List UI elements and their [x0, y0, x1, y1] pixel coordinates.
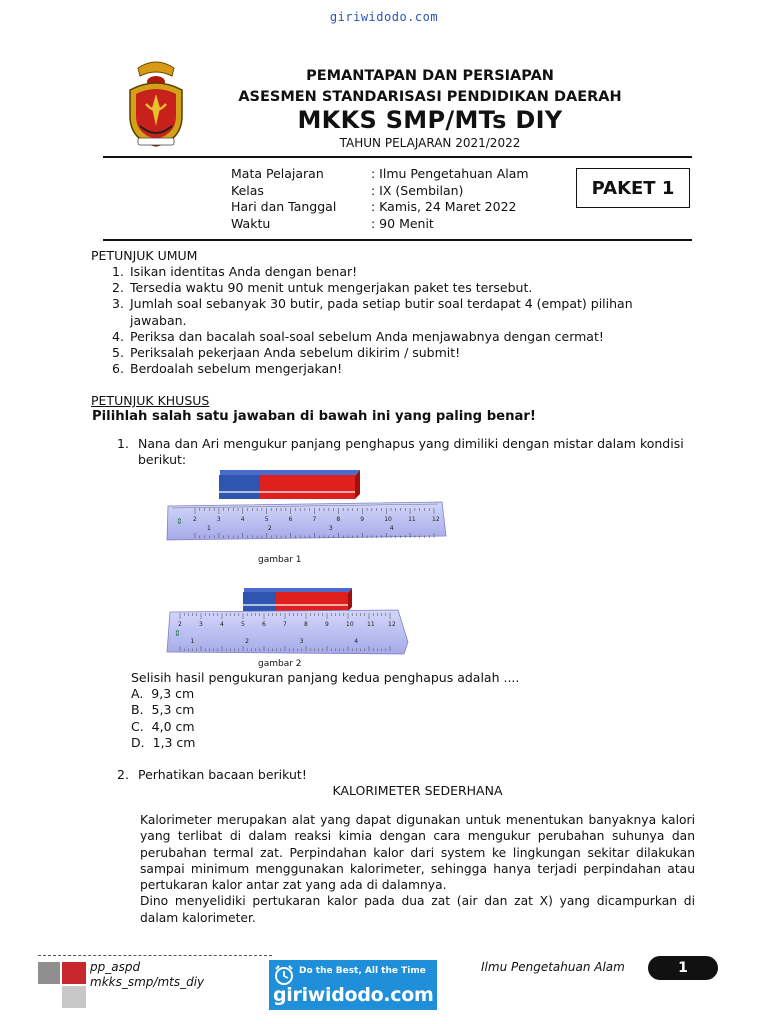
option-text: 4,0 cm [151, 718, 195, 734]
ruler-label-bottom: 3 [299, 638, 304, 645]
ruler-label-top: 5 [241, 621, 245, 628]
ruler-label-top: 3 [216, 516, 221, 523]
eraser-red-part [260, 475, 355, 499]
header-title: MKKS SMP/MTs DIY [297, 106, 563, 134]
identity-value: : Ilmu Pengetahuan Alam [371, 166, 529, 181]
option-letter: C. [131, 718, 144, 734]
ruler-label-top: 12 [432, 516, 440, 523]
general-instructions-list [112, 264, 652, 377]
identity-row [231, 183, 529, 200]
header-year: TAHUN PELAJARAN 2021/2022 [339, 136, 521, 150]
identity-label: Kelas [231, 182, 264, 198]
option-text: 9,3 cm [151, 686, 195, 701]
ruler-figure-2 [162, 580, 452, 672]
identity-row [231, 216, 529, 233]
svg-text:⇕: ⇕ [174, 629, 181, 638]
list-item [112, 361, 652, 377]
identity-row [231, 199, 529, 216]
ruler-label-bottom: 1 [206, 525, 211, 532]
ruler-label-bottom: 2 [267, 525, 272, 532]
item-number: 1. [112, 264, 124, 279]
option-text: 1,3 cm [152, 734, 196, 750]
special-instruction-text: Pilihlah salah satu jawaban di bawah ini yang paling benar! [92, 409, 536, 424]
ruler-label-bottom: 4 [354, 638, 359, 645]
ruler-body [167, 502, 446, 540]
header-line-2: ASESMEN STANDARISASI PENDIDIKAN DAERAH [238, 89, 622, 105]
site-link-top[interactable]: giriwidodo.com [329, 10, 439, 24]
footer-code-1: pp_aspd [90, 960, 141, 974]
option-text: 5,3 cm [151, 702, 195, 718]
question-1-options [131, 686, 195, 751]
header-divider-bottom [103, 239, 692, 241]
ruler-label-top: 4 [220, 621, 224, 628]
question-1-text: Nana dan Ari mengukur panjang penghapus yang dimiliki dengan mistar dalam kondisi berikut: [138, 436, 684, 467]
list-item [112, 345, 652, 361]
item-text: Berdoalah sebelum mengerjakan! [130, 361, 343, 377]
option-c[interactable] [131, 719, 195, 735]
item-text: Tersedia waktu 90 menit untuk mengerjakan paket tes tersebut. [130, 280, 533, 296]
identity-label: Waktu [231, 215, 271, 231]
figure-caption: gambar 1 [258, 555, 302, 565]
item-text: Isikan identitas Anda dengan benar! [130, 264, 358, 279]
ruler-label-top: 8 [304, 621, 308, 628]
question-1-prompt: Selisih hasil pengukuran panjang kedua penghapus adalah .... [131, 670, 520, 685]
item-text: Periksalah pekerjaan Anda sebelum dikirim / submit! [130, 345, 461, 361]
option-b[interactable] [131, 702, 195, 718]
identity-label: Mata Pelajaran [231, 166, 324, 181]
list-item [112, 329, 652, 345]
ruler-label-top: 6 [288, 516, 293, 523]
banner-site: giriwidodo.com [273, 984, 434, 1006]
ruler-label-top: 7 [283, 621, 287, 628]
ruler-label-top: 4 [240, 516, 245, 523]
header-line-1: PEMANTAPAN DAN PERSIAPAN [306, 68, 554, 84]
option-letter: D. [131, 734, 145, 750]
option-d[interactable] [131, 735, 195, 751]
ruler-label-top: 11 [367, 621, 375, 628]
ruler-label-top: 2 [178, 621, 182, 628]
reading-paragraph-2: Dino menyelidiki pertukaran kalor pada dua zat (air dan zat X) yang dicampurkan di dalam kalorimeter. [140, 894, 695, 925]
identity-label: Hari dan Tanggal [231, 199, 337, 214]
question-2-number: 2. [117, 767, 129, 782]
identity-row [231, 166, 529, 183]
banner-slogan: Do the Best, All the Time [299, 966, 426, 976]
ruler-label-bottom: 4 [389, 525, 394, 532]
ruler-label-bottom: 3 [328, 525, 333, 532]
ruler-arrow-mark: ⇕ [176, 517, 183, 526]
footer-divider [38, 955, 272, 956]
page-number-badge: 1 [648, 956, 718, 980]
footer-square-gray [38, 962, 60, 984]
question-2-text: Perhatikan bacaan berikut! [138, 767, 307, 782]
ruler-label-top: 10 [384, 516, 392, 523]
identity-value: : IX (Sembilan) [371, 182, 464, 198]
ruler-label-top: 12 [388, 621, 396, 628]
clock-icon [273, 964, 295, 986]
paket-box: PAKET 1 [576, 168, 690, 208]
list-item [112, 264, 652, 280]
ruler-label-top: 11 [408, 516, 416, 523]
reading-title: KALORIMETER SEDERHANA [332, 783, 503, 798]
identity-value: : 90 Menit [371, 215, 434, 231]
ruler-label-top: 8 [336, 516, 341, 523]
item-number: 3. [112, 296, 124, 312]
eraser-blue-part [243, 592, 276, 611]
ruler-label-bottom: 2 [245, 638, 249, 645]
ruler-label-top: 2 [193, 516, 197, 523]
list-item [112, 280, 652, 296]
figure-caption: gambar 2 [258, 659, 302, 669]
ruler-label-top: 6 [262, 621, 266, 628]
identity-table [231, 166, 529, 232]
reading-paragraph-1: Kalorimeter merupakan alat yang dapat digunakan untuk menentukan banyaknya kalori yang terlibat di dalam reaksi kimia dengan cara mengukur perubahan suhunya dan perubahan termal zat. Perpindahan kalor dari system ke lingkungan sekitar dilakukan sampai minimum menggunakan kalorimeter, sehingga hanya terjadi perpindahan atau pertukaran kalor antar zat yang ada di dalamnya. [140, 813, 695, 893]
item-text: Jumlah soal sebanyak 30 butir, pada setiap butir soal terdapat 4 (empat) pilihan jawaban. [130, 296, 633, 328]
option-letter: A. [131, 686, 144, 701]
ruler-body [167, 610, 408, 654]
footer-banner[interactable] [269, 960, 437, 1010]
footer-code-2: mkks_smp/mts_diy [90, 975, 205, 989]
item-number: 5. [112, 345, 124, 361]
item-number: 6. [112, 361, 124, 377]
ruler-label-top: 5 [264, 516, 269, 523]
special-instructions-title: PETUNJUK KHUSUS [91, 393, 210, 408]
ruler-label-top: 10 [346, 621, 354, 628]
header-divider-top [103, 156, 692, 158]
general-instructions-title: PETUNJUK UMUM [91, 248, 198, 263]
footer-subject: Ilmu Pengetahuan Alam [481, 960, 625, 974]
item-number: 4. [112, 328, 124, 344]
identity-value: : Kamis, 24 Maret 2022 [371, 199, 517, 214]
footer-square-red [62, 962, 86, 984]
ruler-label-top: 9 [360, 516, 365, 523]
eraser-red-part [276, 592, 348, 611]
reading-passage [140, 812, 695, 926]
footer-square-light [62, 986, 86, 1008]
ruler-label-top: 7 [312, 516, 317, 523]
item-text: Periksa dan bacalah soal-soal sebelum Anda menjawabnya dengan cermat! [130, 328, 604, 344]
ruler-figure-1 [162, 466, 452, 566]
ruler-label-bottom: 1 [190, 638, 195, 645]
option-letter: B. [131, 702, 144, 718]
item-number: 2. [112, 280, 124, 296]
option-a[interactable] [131, 686, 195, 702]
question-1-number: 1. [117, 436, 129, 451]
list-item [112, 296, 652, 328]
emblem-logo [124, 60, 188, 152]
eraser-blue-part [219, 475, 260, 499]
ruler-label-top: 3 [199, 621, 203, 628]
ruler-label-top: 9 [325, 621, 329, 628]
